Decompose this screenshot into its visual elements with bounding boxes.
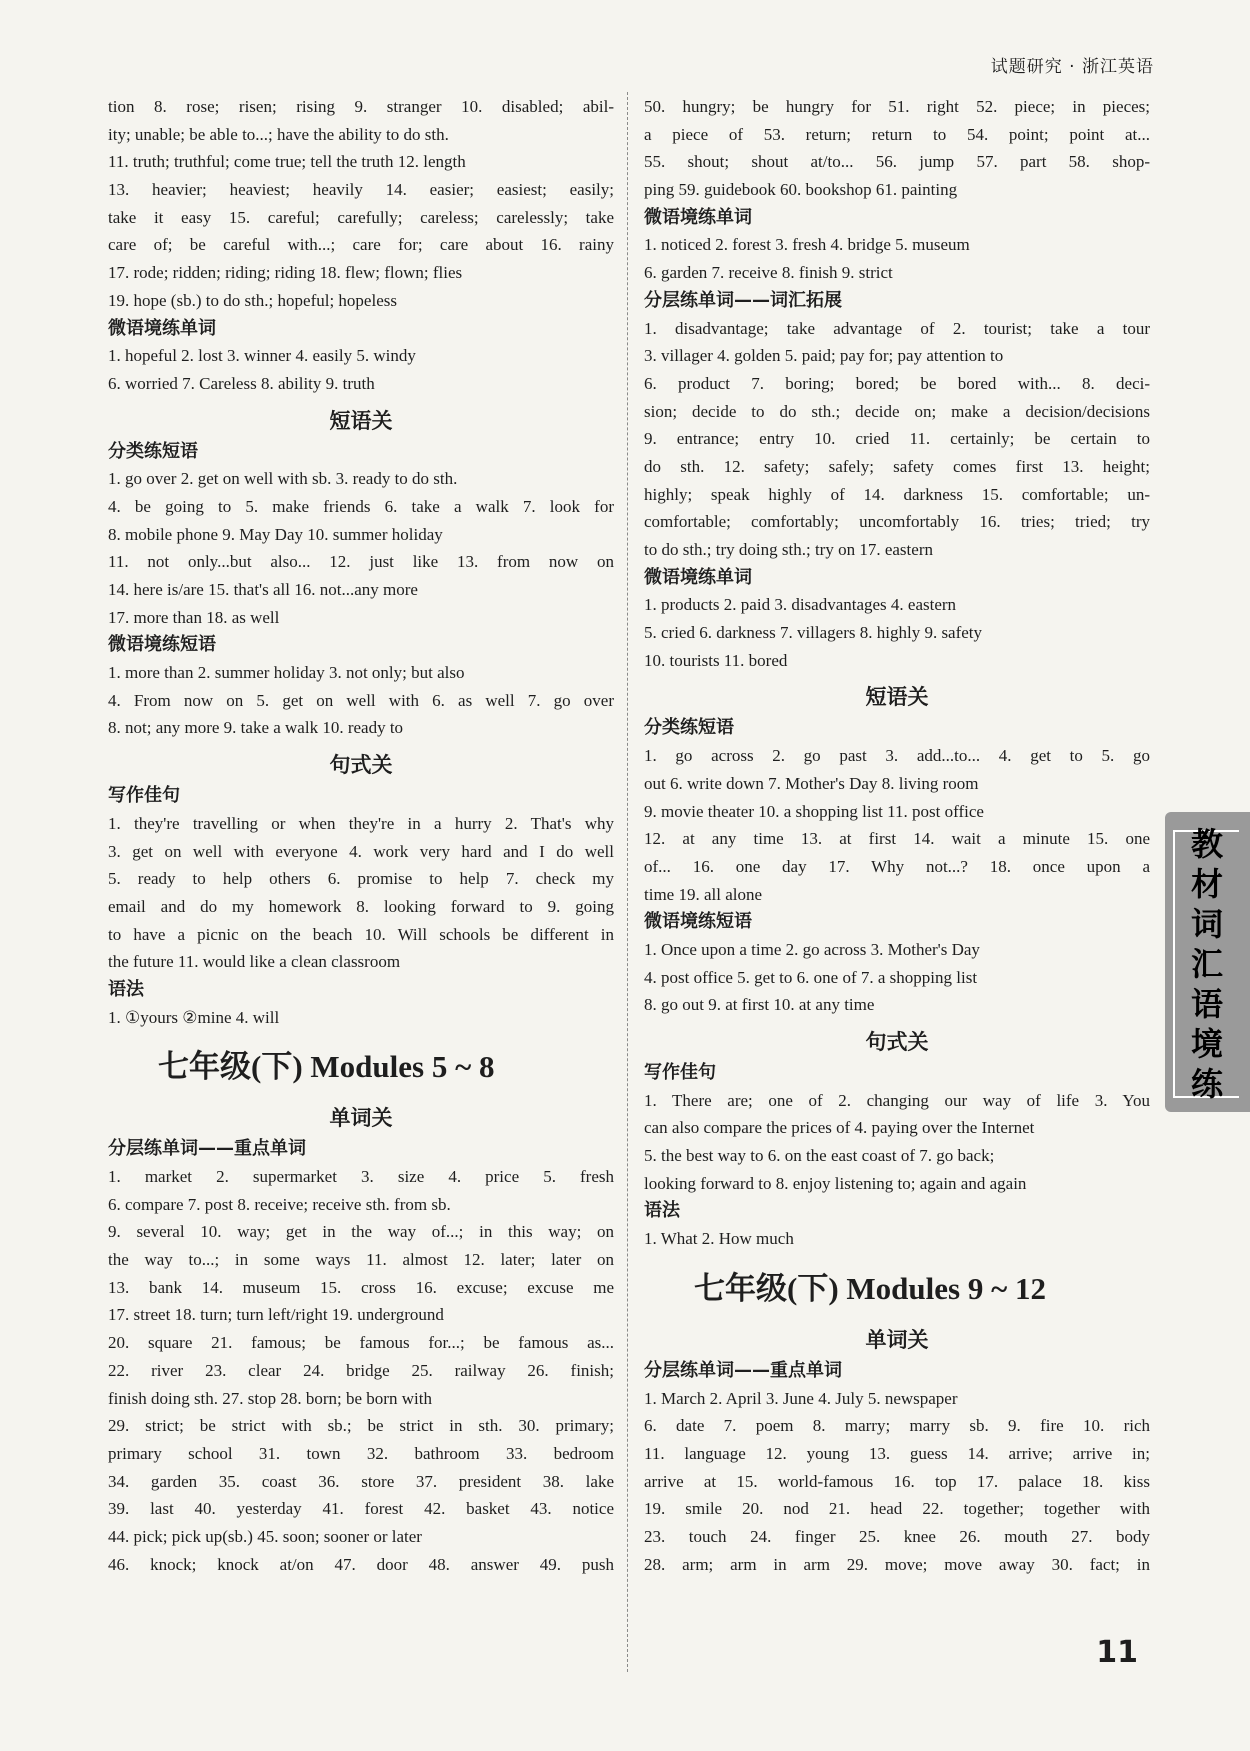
answer-line: 5. ready to help others 6. promise to help 7. check my: [108, 869, 614, 889]
side-tab-label: [1173, 825, 1239, 1103]
section-heading: 单词关: [865, 1327, 929, 1352]
answer-line: highly; speak highly of 14. darkness 15. comfortable; un-: [644, 484, 1150, 504]
section-heading: 短语关: [329, 408, 393, 433]
answer-line: 17. street 18. turn; turn left/right 19. underground: [108, 1305, 444, 1325]
answer-line: 9. several 10. way; get in the way of...; in this way; on: [108, 1222, 614, 1242]
answer-line: 17. rode; ridden; riding; riding 18. flew; flown; flies: [108, 263, 463, 283]
answer-line: 1. more than 2. summer holiday 3. not only; but also: [108, 663, 465, 683]
answer-line: a piece of 53. return; return to 54. point; point at...: [644, 124, 1150, 144]
side-tab-char: 教: [1190, 825, 1223, 863]
answer-line: 1. Once upon a time 2. go across 3. Mother's Day: [644, 939, 980, 959]
answer-line: 20. square 21. famous; be famous for...; be famous as...: [108, 1333, 614, 1353]
grade-heading: 七年级(下) Modules 9 ~ 12: [694, 1270, 1046, 1306]
answer-line: out 6. write down 7. Mother's Day 8. living room: [644, 773, 979, 793]
answer-line: 10. tourists 11. bored: [644, 650, 788, 670]
answer-line: 22. river 23. clear 24. bridge 25. railway 26. finish;: [108, 1360, 614, 1380]
spacer: [108, 1031, 614, 1039]
right-column: [644, 93, 1150, 1578]
answer-line: take it easy 15. careful; carefully; careless; carelessly; take: [108, 207, 614, 227]
section-heading: 句式关: [865, 1030, 929, 1054]
answer-line: 8. not; any more 9. take a walk 10. ready to: [108, 718, 404, 738]
answer-line: comfortable; comfortably; uncomfortably 16. tries; tried; try: [644, 512, 1150, 532]
answer-line: tion 8. rose; risen; rising 9. stranger 10. disabled; abil-: [108, 97, 614, 116]
answer-line: 11. not only...but also... 12. just like 13. from now on: [108, 552, 614, 572]
section-heading: 短语关: [865, 685, 929, 710]
spacer: [644, 1253, 1150, 1261]
answer-line: 11. language 12. young 13. guess 14. arrive; arrive in;: [644, 1443, 1150, 1463]
side-tab-char: 词: [1190, 905, 1223, 943]
answer-line: finish doing sth. 27. stop 28. born; be born with: [108, 1388, 432, 1408]
subsection-heading: 分类练短语: [644, 717, 734, 739]
answer-line: 9. entrance; entry 10. cried 11. certainly; be certain to: [644, 429, 1150, 449]
answer-line: looking forward to 8. enjoy listening to; again and again: [644, 1173, 1027, 1193]
side-tab-char: 材: [1190, 865, 1223, 903]
subsection-heading: 分类练短语: [108, 440, 198, 462]
side-tab-char: 汇: [1190, 945, 1223, 983]
answer-line: to have a picnic on the beach 10. Will schools be different in: [108, 924, 614, 944]
answer-line: 13. bank 14. museum 15. cross 16. excuse; excuse me: [108, 1277, 614, 1297]
answer-line: 4. be going to 5. make friends 6. take a walk 7. look for: [108, 496, 614, 516]
side-tab-char: 境: [1190, 1025, 1223, 1063]
answer-line: 3. villager 4. golden 5. paid; pay for; pay attention to: [644, 346, 1004, 366]
answer-line: 28. arm; arm in arm 29. move; move away 30. fact; in: [644, 1554, 1150, 1574]
answer-line: 1. March 2. April 3. June 4. July 5. newspaper: [644, 1388, 958, 1408]
answer-line: 39. last 40. yesterday 41. forest 42. basket 43. notice: [108, 1499, 614, 1519]
answer-line: 8. go out 9. at first 10. at any time: [644, 995, 875, 1015]
answer-line: 6. date 7. poem 8. marry; marry sb. 9. fire 10. rich: [644, 1416, 1150, 1436]
answer-line: ity; unable; be able to...; have the ability to do sth.: [108, 124, 449, 144]
answer-line: 6. garden 7. receive 8. finish 9. strict: [644, 263, 893, 283]
answer-line: 1. What 2. How much: [644, 1229, 794, 1249]
answer-line: arrive at 15. world-famous 16. top 17. palace 18. kiss: [644, 1471, 1150, 1491]
subsection-heading: 分层练单词——重点单词: [644, 1359, 842, 1381]
answer-line: 46. knock; knock at/on 47. door 48. answer 49. push: [108, 1554, 614, 1574]
subsection-heading: 分层练单词——重点单词: [108, 1138, 306, 1160]
answer-line: 1. products 2. paid 3. disadvantages 4. eastern: [644, 595, 957, 615]
answer-line: 55. shout; shout at/to... 56. jump 57. part 58. shop-: [644, 152, 1150, 172]
column-divider: [627, 92, 628, 1672]
answer-line: 1. go across 2. go past 3. add...to... 4. get to 5. go: [644, 746, 1150, 766]
section-heading: 句式关: [329, 753, 393, 778]
answer-line: care of; be careful with...; care for; care about 16. rainy: [108, 235, 614, 255]
answer-line: 5. cried 6. darkness 7. villagers 8. highly 9. safety: [644, 623, 983, 643]
answer-line: primary school 31. town 32. bathroom 33. bedroom: [108, 1443, 614, 1463]
answer-line: 19. hope (sb.) to do sth.; hopeful; hopeless: [108, 290, 397, 310]
answer-line: 1. go over 2. get on well with sb. 3. ready to do sth.: [108, 469, 458, 489]
answer-line: 6. compare 7. post 8. receive; receive sth. from sb.: [108, 1194, 451, 1214]
answer-line: email and do my homework 8. looking forward to 9. going: [108, 896, 614, 916]
answer-line: 13. heavier; heaviest; heavily 14. easier; easiest; easily;: [108, 180, 614, 200]
section-heading: 单词关: [329, 1106, 393, 1131]
subsection-heading: 分层练单词——词汇拓展: [644, 289, 842, 311]
header-title: 试题研究 · 浙江英语: [990, 57, 1154, 77]
subsection-heading: 微语境练短语: [108, 634, 216, 656]
answer-line: 17. more than 18. as well: [108, 607, 280, 627]
side-tab-char: 语: [1190, 985, 1223, 1023]
answer-line: 6. worried 7. Careless 8. ability 9. truth: [108, 373, 375, 393]
answer-line: 23. touch 24. finger 25. knee 26. mouth 27. body: [644, 1526, 1150, 1546]
answer-line: 1. market 2. supermarket 3. size 4. price 5. fresh: [108, 1167, 614, 1186]
answer-line: 6. product 7. boring; bored; be bored with... 8. deci-: [644, 373, 1150, 393]
subsection-heading: 微语境练短语: [644, 911, 752, 933]
answer-line: 5. the best way to 6. on the east coast of 7. go back;: [644, 1146, 995, 1166]
answer-line: 4. post office 5. get to 6. one of 7. a shopping list: [644, 967, 978, 987]
side-tab-char: 练: [1190, 1065, 1223, 1103]
answer-line: the way to...; in some ways 11. almost 12. later; later on: [108, 1250, 614, 1270]
grade-heading: 七年级(下) Modules 5 ~ 8: [158, 1049, 495, 1085]
answer-line: 14. here is/are 15. that's all 16. not...any more: [108, 580, 418, 599]
answer-line: 29. strict; be strict with sb.; be strict in sth. 30. primary;: [108, 1416, 614, 1436]
answer-line: 12. at any time 13. at first 14. wait a minute 15. one: [644, 829, 1150, 849]
answer-line: 1. hopeful 2. lost 3. winner 4. easily 5. windy: [108, 346, 416, 366]
answer-line: of... 16. one day 17. Why not...? 18. once upon a: [644, 856, 1150, 876]
subsection-heading: 语法: [108, 978, 144, 1000]
subsection-heading: 写作佳句: [644, 1062, 716, 1083]
subsection-heading: 写作佳句: [108, 785, 180, 807]
subsection-heading: 语法: [644, 1200, 680, 1222]
answer-line: 19. smile 20. nod 21. head 22. together; together with: [644, 1499, 1150, 1519]
answer-line: 1. they're travelling or when they're in a hurry 2. That's why: [108, 813, 614, 833]
subsection-heading: 微语境练单词: [644, 206, 752, 228]
answer-line: do sth. 12. safety; safely; safety comes first 13. height;: [644, 456, 1150, 476]
subsection-heading: 微语境练单词: [644, 566, 752, 588]
answer-line: 1. There are; one of 2. changing our way of life 3. You: [644, 1090, 1150, 1110]
answer-line: 1. ①yours ②mine 4. will: [108, 1007, 280, 1027]
answer-line: can also compare the prices of 4. paying over the Internet: [644, 1118, 1035, 1138]
answer-line: 8. mobile phone 9. May Day 10. summer holiday: [108, 524, 443, 544]
answer-line: 9. movie theater 10. a shopping list 11. post office: [644, 801, 984, 821]
page-number: 11: [1096, 1635, 1138, 1670]
answer-line: 44. pick; pick up(sb.) 45. soon; sooner or later: [108, 1526, 422, 1546]
answer-line: to do sth.; try doing sth.; try on 17. eastern: [644, 540, 933, 559]
answer-line: the future 11. would like a clean classroom: [108, 952, 401, 972]
answer-line: 4. From now on 5. get on well with 6. as well 7. go over: [108, 690, 614, 710]
answer-line: 50. hungry; be hungry for 51. right 52. piece; in pieces;: [644, 97, 1150, 116]
answer-line: 1. noticed 2. forest 3. fresh 4. bridge 5. museum: [644, 235, 970, 255]
side-tab: [1165, 812, 1250, 1112]
answer-line: 3. get on well with everyone 4. work very hard and I do well: [108, 841, 614, 861]
subsection-heading: 微语境练单词: [108, 317, 216, 339]
answer-line: 1. disadvantage; take advantage of 2. tourist; take a tour: [644, 318, 1150, 338]
answer-line: time 19. all alone: [644, 884, 763, 904]
left-column: [108, 93, 614, 1578]
answer-line: ping 59. guidebook 60. bookshop 61. painting: [644, 180, 958, 200]
answer-line: sion; decide to do sth.; decide on; make a decision/decisions: [644, 401, 1150, 421]
answer-line: 11. truth; truthful; come true; tell the truth 12. length: [108, 152, 466, 172]
answer-line: 34. garden 35. coast 36. store 37. president 38. lake: [108, 1471, 614, 1491]
